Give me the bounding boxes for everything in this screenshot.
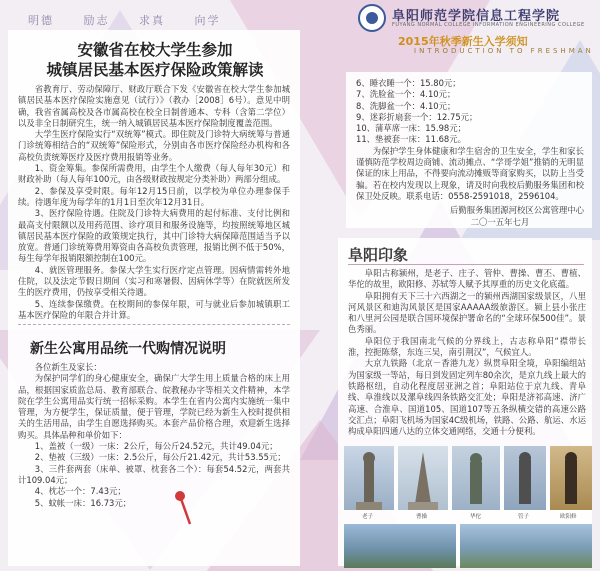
photo-guanzi xyxy=(504,446,546,510)
photo-caption: 管子 xyxy=(518,514,530,520)
school-logo-icon xyxy=(358,4,386,32)
insurance-paragraph: 2、参保及享受时限。每年12月15日前，以学校为单位办理参保手续。待遇年度为每学年的1月1日至次年12月31日。 xyxy=(18,185,290,207)
insurance-paragraph: 大学生医疗保险实行“双统筹”模式。即住院及门诊特大病统筹与普通门诊统筹相结合的“双统筹”保险形式，分别由各市医疗保险经办机构和各高校负责统筹医疗及医疗费用报销等业务。 xyxy=(18,129,290,162)
insurance-title xyxy=(20,40,290,80)
supplies-item: 6、睡衣睡一个：15.80元； xyxy=(356,78,461,88)
supplies-item: 3、三件套两套（床单、被罩、枕套各二个）：每套54.52元，两套共计109.04元； xyxy=(18,463,290,485)
insurance-paragraph: 5、连续参保缴费。在校期间的参保年限，可与就业后参加城镇职工基本医疗保险的年限合并计算。 xyxy=(18,298,290,320)
photo-caption: 曹操 xyxy=(416,514,428,520)
supplies-item: 9、迷彩折扇套一个：12.75元； xyxy=(356,111,478,122)
photo-caption: 华佗 xyxy=(470,514,482,520)
supplies-body xyxy=(18,362,290,509)
supplies-note: 为保护学生身体健康和学生宿舍的卫生安全，学生和家长谨慎防范学校周边商铺、流动摊点、“学哥学姐”推销的无明显保证的床上用品，不得要向流动摊贩等商家购买，以防上当受骗。若在校内发现以上现象，请及时向我校后勤服务集团和校保卫处反映。联系电话：0558-2591018，2596104。 xyxy=(356,145,584,201)
supplies-date: 二〇一五年七月 xyxy=(470,216,530,227)
impression-paragraph: 阜阳拥有天下三十六西湖之一的颍州西湖国家级景区，八里河风景区和迪沟风景区是国家AAAAA级旅游区。颍上县小张庄和八里河公园是联合国环境保护署命名的“全球环保500佳”。景色秀丽。 xyxy=(348,290,586,335)
insurance-body xyxy=(18,84,290,321)
insurance-intro: 省教育厅、劳动保障厅、财政厅联合下发《安徽省在校大学生参加城镇居民基本医疗保险实施意见（试行）》（教办［2008］6号）。意见中明确，我省省属高校及各市属高校在校全日制普通本、专科（含第二学位）以及非全日制研究生，统一纳入城镇居民基本医疗保险制度覆盖范围。 xyxy=(18,84,290,128)
pin-icon xyxy=(168,488,198,528)
impression-divider xyxy=(348,264,584,265)
guide-title: 2015年秋季新生入学须知 xyxy=(398,35,528,48)
supplies-item: 5、蚊帐一床：16.73元； xyxy=(34,497,132,508)
guide-subtitle: INTRODUCTION TO FRESHMAN xyxy=(414,47,594,55)
photo-huatuo xyxy=(452,446,500,510)
motto-item: 向学 xyxy=(194,14,221,27)
photo-laozi xyxy=(344,446,394,510)
supplies-signature: 后勤服务集团源河校区公寓管理中心 xyxy=(450,205,584,216)
insurance-title-line2: 城镇居民基本医疗保险政策解读 xyxy=(46,60,264,79)
section-divider xyxy=(18,324,290,325)
supplies-item: 10、蒲草席一床：15.98元； xyxy=(356,123,467,134)
motto-row xyxy=(28,12,245,28)
school-name: 阜阳师范学院信息工程学院 xyxy=(392,9,561,24)
supplies-item: 1、盖被（一级）一床：2公斤，每公斤24.52元，共计49.04元； xyxy=(34,441,278,452)
school-name-english: FUYANG NORMAL COLLEGE INFORMATION ENGINEERING COLLEGE xyxy=(392,22,585,28)
supplies-intro: 为保护同学们的身心健康安全，确保广大学生用上质量合格的床上用品，根据国家质监总局、教育部联合、皖教秘办字等相关文件精神，本学院在学生公寓用品实行统一招标采购。本学生在省内公寓内实施统一集中管理，为方便学生，保证质量，便于管理，学院已经为新生入校时提供相关的生活用品，由学生自愿选择购买。本套产品价格合理，欢迎新生选择购买。具体品种和单价如下： xyxy=(18,373,290,440)
photo-caocao xyxy=(398,446,448,510)
insurance-paragraph: 4、就医管理服务。参保大学生实行医疗定点管理。因病情需转外地住院，以及法定节假日期间（实习和寒暑假、因病休学等）在院就医所发生的医疗费用，仍按享受相关待遇。 xyxy=(18,264,290,298)
impression-paragraph: 大京九铁路（北京－香港九龙）纵贯阜阳全境，阜阳编组站为国家级一等站，每日到发固定列车80余次，是京九线上最大的铁路枢纽，自动化程度居亚洲之首；阜阳站位于京九线、青阜线、阜淮线以及漯阜线四条铁路交汇处；阜阳是济祁高速、济广高速、合淮阜、国道105、国道107等五条纵横交错的高速公路交汇点；阜阳飞机场为国家4C级机场，铁路、公路、航运、水运构成阜阳四通八达的立体交通网络，交通十分便利。 xyxy=(348,358,586,437)
insurance-paragraph: 1、资金筹集。参保所需费用，由学生个人缴费（每人每年30元）和财政补助（每人每年100元，由各级财政按规定分类补助）两部分组成。 xyxy=(18,163,290,185)
supplies-item: 7、洗脸盆一个：4.10元； xyxy=(356,89,456,100)
supplies-item: 2、垫被（三级）一床：2.5公斤，每公斤21.42元，共计53.55元； xyxy=(34,452,286,463)
impression-body xyxy=(348,268,586,437)
insurance-title-line1: 安徽省在校大学生参加 xyxy=(77,40,233,59)
impression-paragraph: 阜阳古称颍州，是老子、庄子、管仲、曹操、曹丕、曹植、华佗的故里，欧阳修、苏轼等人赋予其厚重的历史文化底蕴。 xyxy=(348,268,586,290)
photo-landscape-west-lake xyxy=(344,524,456,568)
supplies-item: 4、枕芯一个：7.43元； xyxy=(34,486,126,497)
motto-item: 明德 xyxy=(28,14,54,27)
photo-ouyangxiu xyxy=(550,446,592,510)
photo-landscape-park xyxy=(460,524,592,568)
header-bar xyxy=(0,0,600,34)
photo-caption: 老子 xyxy=(362,514,374,520)
supplies-item: 11、垫被套一床：11.68元。 xyxy=(356,134,467,145)
supplies-title: 新生公寓用品统一代购情况说明 xyxy=(30,341,226,357)
supplies-greeting: 各位新生及家长： xyxy=(34,362,102,372)
photo-caption: 欧阳修 xyxy=(560,514,577,520)
supplies-item: 8、洗脚盆一个：4.10元； xyxy=(356,100,456,111)
motto-item: 求真 xyxy=(139,14,165,27)
supplies-continued xyxy=(356,78,584,228)
impression-title: 阜阳印象 xyxy=(348,246,409,264)
motto-item: 励志 xyxy=(83,14,110,27)
insurance-paragraph: 3、医疗保险待遇。住院及门诊特大病费用的起付标准、支付比例和最高支付限额以及用药范围、诊疗项目和服务设施等，均按照统筹地区城镇居民基本医疗保险的政策规定执行，其中门诊特大病保障范围适当予以放宽。普通门诊统筹费用筹资由各高校负责管理，报销比例不低于50%，每生每学年报销限额控制在100元。 xyxy=(18,208,290,264)
impression-paragraph: 阜阳位于我国南北气候的分界线上，古志称阜阳“襟带长淮，控扼陈蔡，东连三吴，南引荆汉”，气候宜人。 xyxy=(348,335,586,358)
